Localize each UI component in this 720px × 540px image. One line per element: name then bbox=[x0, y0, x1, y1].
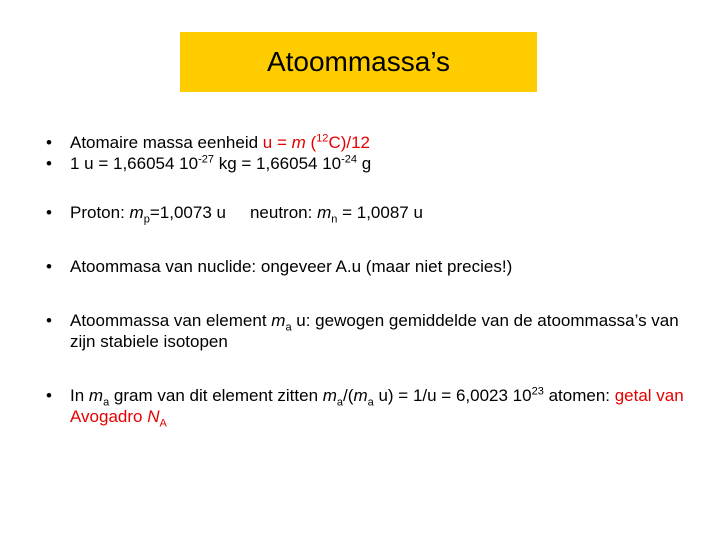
b3-label-n: neutron: bbox=[249, 203, 318, 222]
bullet-atomic-mass-unit bbox=[46, 132, 686, 153]
b1-formula bbox=[263, 133, 370, 152]
b6-sub2: a bbox=[336, 396, 344, 409]
b1-paren: ( bbox=[305, 133, 317, 152]
b4-text: Atoommasa van nuclide: ongeveer A.u (maar niet precies!) bbox=[70, 257, 513, 276]
bullet-u-value bbox=[46, 153, 686, 174]
b2-sup2: -24 bbox=[341, 153, 358, 166]
b5-sub: a bbox=[285, 321, 292, 334]
b6-m1: m bbox=[88, 386, 104, 405]
b6-p1: In bbox=[70, 386, 89, 405]
b6-p5: atomen: bbox=[543, 386, 615, 405]
b6-p2: gram van dit element zitten bbox=[109, 386, 323, 405]
b3-sub-n: n bbox=[331, 213, 338, 226]
b1-m: m bbox=[291, 133, 306, 152]
b3-value-n: = 1,0087 u bbox=[337, 203, 423, 222]
bullet-nuclide-mass bbox=[46, 256, 686, 277]
b6-p3: /( bbox=[343, 386, 354, 405]
b1-formula-start: u = bbox=[262, 133, 292, 152]
bullet-avogadro bbox=[46, 385, 686, 430]
b2-p2: kg = 1,66054 10 bbox=[214, 154, 342, 173]
b3-value-p: =1,0073 u bbox=[149, 203, 226, 222]
b6-N: N bbox=[147, 407, 160, 426]
b3-m-p: m bbox=[129, 203, 144, 222]
b6-sub1: a bbox=[103, 396, 110, 409]
b6-p4: u) = 1/u = 6,0023 10 bbox=[373, 386, 532, 405]
bullet-element-mass bbox=[46, 310, 686, 352]
b5-p2: u: gewogen gemiddelde van de atoommassa’s van zijn stabiele isotopen bbox=[70, 311, 679, 351]
b6-m3: m bbox=[353, 386, 368, 405]
b6-red-text: getal van Avogadro bbox=[70, 386, 684, 426]
b2-sup1: -27 bbox=[198, 153, 214, 166]
b2-p3: g bbox=[357, 154, 372, 173]
b6-m2: m bbox=[322, 386, 337, 405]
slide-title: Atoommassa’s bbox=[266, 46, 451, 77]
b3-label: Proton: bbox=[70, 203, 130, 222]
b1-iso-sup: 12 bbox=[316, 132, 329, 145]
b1-text: Atomaire massa eenheid bbox=[70, 133, 263, 152]
b6-sub-N: A bbox=[159, 417, 167, 430]
b6-sub3: a bbox=[367, 396, 374, 409]
b5-m: m bbox=[271, 311, 286, 330]
bullet-proton-neutron bbox=[46, 202, 686, 226]
b6-sup: 23 bbox=[531, 385, 544, 398]
bullet-list bbox=[46, 132, 686, 430]
b1-formula-end: C)/12 bbox=[328, 133, 371, 152]
b3-sub-p: p bbox=[143, 213, 150, 226]
title-box bbox=[180, 32, 537, 92]
b5-p1: Atoommassa van element bbox=[70, 311, 272, 330]
b3-m-n: m bbox=[317, 203, 332, 222]
b2-p1: 1 u = 1,66054 10 bbox=[70, 154, 199, 173]
